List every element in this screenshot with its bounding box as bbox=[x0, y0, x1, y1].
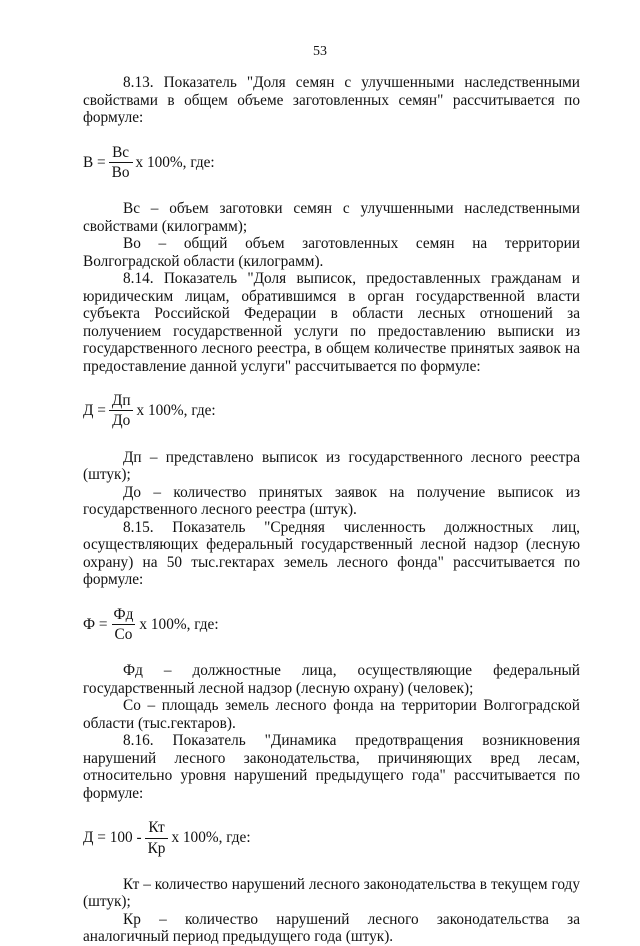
formula bbox=[83, 145, 580, 181]
fraction-numerator: Фд bbox=[113, 605, 134, 623]
paragraph: Фд – должностные лица, осуществляющие федеральный государственный лесной надзор (лесную охрану) (человек); bbox=[83, 662, 580, 697]
fraction-denominator: Со bbox=[112, 624, 136, 642]
paragraph: Во – общий объем заготовленных семян на территории Волгоградской области (килограмм). bbox=[83, 235, 580, 270]
formula bbox=[83, 607, 580, 643]
fraction-denominator: До bbox=[109, 410, 133, 428]
fraction-denominator: Кр bbox=[145, 838, 169, 856]
fraction-denominator: Во bbox=[109, 162, 133, 180]
formula-rhs: х 100%, где: bbox=[171, 829, 251, 847]
formula-lhs: В = bbox=[83, 153, 106, 171]
formula-fraction bbox=[109, 393, 134, 429]
paragraph: Дп – представлено выписок из государственного лесного реестра (штук); bbox=[83, 448, 580, 484]
formula-fraction bbox=[111, 607, 137, 643]
formula bbox=[83, 393, 580, 429]
fraction-numerator: Вс bbox=[112, 143, 130, 161]
formula bbox=[83, 820, 580, 856]
formula-lhs: Ф = bbox=[83, 615, 108, 633]
paragraph: 8.16. Показатель "Динамика предотвращения возникновения нарушений лесного законодательства, причиняющих вред лесам, относительно уровня нарушений предыдущего года" рассчитывается по формуле: bbox=[83, 732, 580, 802]
paragraph: До – количество принятых заявок на получение выписок из государственного лесного реестра (штук). bbox=[83, 483, 580, 519]
formula-rhs: х 100%, где: bbox=[139, 615, 219, 633]
formula-lhs: Д = bbox=[83, 402, 106, 420]
fraction-numerator: Дп bbox=[111, 392, 131, 410]
document-body bbox=[83, 74, 580, 946]
paragraph: Кр – количество нарушений лесного законодательства за аналогичный период предыдущего года (штук). bbox=[83, 910, 580, 946]
formula-fraction bbox=[145, 820, 169, 856]
formula-rhs: х 100%, где: bbox=[135, 153, 215, 171]
formula-rhs: х 100%, где: bbox=[136, 402, 216, 420]
paragraph: 8.13. Показатель "Доля семян с улучшенными наследственными свойствами в общем объеме заготовленных семян" рассчитывается по формуле: bbox=[83, 74, 580, 126]
paragraph: 8.14. Показатель "Доля выписок, предоставленных гражданам и юридическим лицам, обратившимся в орган государственной власти субъекта Российской Федерации в области лесных отношений за получением государственной услуги по предоставлению выписки из государственного лесного реестра, в общем количестве принятых заявок на предоставление данной услуги" рассчитывается по формуле: bbox=[83, 270, 580, 375]
paragraph: Вс – объем заготовки семян с улучшенными наследственными свойствами (килограмм); bbox=[83, 200, 580, 235]
page-number: 53 bbox=[313, 44, 327, 59]
paragraph: Со – площадь земель лесного фонда на территории Волгоградской области (тыс.гектаров). bbox=[83, 697, 580, 732]
formula-lhs: Д = 100 - bbox=[83, 829, 142, 847]
fraction-numerator: Кт bbox=[148, 819, 165, 837]
paragraph: Кт – количество нарушений лесного законодательства в текущем году (штук); bbox=[83, 875, 580, 911]
paragraph: 8.15. Показатель "Средняя численность должностных лиц, осуществляющих федеральный государственный лесной надзор (лесную охрану) на 50 тыс.гектарах земель лесного фонда" рассчитывается по формуле: bbox=[83, 518, 580, 589]
formula-fraction bbox=[109, 145, 133, 181]
